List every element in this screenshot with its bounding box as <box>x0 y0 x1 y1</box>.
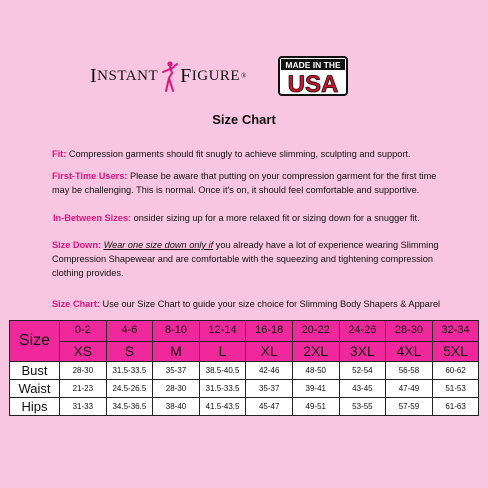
size-column-header <box>432 321 479 362</box>
size-column-header <box>292 321 339 362</box>
measurement-cell: 34.5-36.5 <box>106 398 153 416</box>
table-row <box>10 362 479 380</box>
numeric-size: 20-22 <box>293 321 339 342</box>
measurement-cell: 48-50 <box>292 362 339 380</box>
letter-size: 3XL <box>349 343 375 360</box>
first-time-label: First-Time Users: <box>52 171 128 181</box>
letter-size: XL <box>260 343 278 360</box>
measurement-cell: 28-30 <box>153 380 200 398</box>
measurement-cell: 38-40 <box>153 398 200 416</box>
letter-size: 2XL <box>303 343 329 360</box>
logo-word-igure: IGURE <box>191 67 241 84</box>
numeric-size: 4-6 <box>107 321 153 342</box>
measurement-label: Waist <box>10 380 60 398</box>
first-time-text: Please be aware that putting on your compression garment for the first time may be challenging. This is normal. Once it's on, it should feel comfortable and supportive. <box>52 171 437 195</box>
letter-size: 5XL <box>443 343 468 360</box>
measurement-cell: 60-62 <box>432 362 479 380</box>
measurement-cell: 61-63 <box>432 398 479 416</box>
numeric-size: 32-34 <box>433 321 479 342</box>
numeric-size: 24-26 <box>340 321 386 342</box>
size-column-header <box>153 321 200 362</box>
measurement-cell: 28-30 <box>60 362 107 380</box>
measurement-cell: 35-37 <box>153 362 200 380</box>
size-down-text: you already have a lot of experience wearing Slimming Compression Shapewear and are comfortable with the squeezing and tightening compression clothing provides. <box>52 240 439 278</box>
in-between-paragraph <box>53 211 453 225</box>
fit-label: Fit: <box>52 149 67 159</box>
measurement-cell: 31-33 <box>60 398 107 416</box>
page-title: Size Chart <box>212 112 276 127</box>
logo-letter-f: F <box>180 64 192 87</box>
instant-figure-logo <box>90 60 247 92</box>
measurement-cell: 24.5-26.5 <box>106 380 153 398</box>
size-down-label: Size Down: <box>52 240 102 250</box>
measurement-cell: 57-59 <box>386 398 433 416</box>
logo-bar <box>0 56 488 100</box>
measurement-cell: 49-51 <box>292 398 339 416</box>
measurement-cell: 47-49 <box>386 380 433 398</box>
size-chart-label: Size Chart: <box>52 299 100 309</box>
measurement-cell: 39-41 <box>292 380 339 398</box>
measurement-cell: 35-37 <box>246 380 293 398</box>
table-header-row <box>10 321 479 362</box>
size-column-header <box>106 321 153 362</box>
measurement-cell: 31.5-33.5 <box>199 380 246 398</box>
numeric-size: 0-2 <box>60 321 106 342</box>
letter-size: M <box>170 343 182 360</box>
made-in-usa-badge <box>278 56 348 96</box>
first-time-paragraph <box>52 169 452 197</box>
letter-size: XS <box>73 343 93 360</box>
badge-line-1: MADE IN THE <box>285 60 341 70</box>
in-between-text: onsider sizing up for a more relaxed fit or sizing down for a snugger fit. <box>131 213 420 223</box>
size-chart-paragraph <box>52 297 462 311</box>
size-chart-table <box>9 320 479 416</box>
measurement-cell: 38.5-40.5 <box>199 362 246 380</box>
letter-size: 4XL <box>396 343 422 360</box>
measurement-cell: 42-46 <box>246 362 293 380</box>
size-column-header <box>339 321 386 362</box>
measurement-cell: 43-45 <box>339 380 386 398</box>
size-column-header <box>246 321 293 362</box>
measurement-cell: 53-55 <box>339 398 386 416</box>
size-down-paragraph <box>52 238 452 280</box>
table-row <box>10 380 479 398</box>
logo-letter-i: I <box>90 64 98 87</box>
measurement-cell: 56-58 <box>386 362 433 380</box>
table-row <box>10 398 479 416</box>
measurement-label: Bust <box>10 362 60 380</box>
numeric-size: 16-18 <box>246 321 292 342</box>
size-down-emphasis: Wear one size down only if <box>103 240 214 250</box>
numeric-size: 8-10 <box>153 321 199 342</box>
size-column-header <box>60 321 107 362</box>
measurement-cell: 31.5-33.5 <box>106 362 153 380</box>
measurement-cell: 52-54 <box>339 362 386 380</box>
fit-paragraph <box>52 147 452 161</box>
letter-size: L <box>218 343 227 360</box>
size-header-cell: Size <box>10 321 60 362</box>
size-column-header <box>199 321 246 362</box>
size-chart-text: Use our Size Chart to guide your size choice for Slimming Body Shapers & Apparel <box>100 299 441 309</box>
badge-line-2: USA <box>287 71 339 96</box>
letter-size: S <box>124 343 135 360</box>
measurement-cell: 21-23 <box>60 380 107 398</box>
fit-text: Compression garments should fit snugly to achieve slimming, sculpting and support. <box>66 149 411 159</box>
measurement-cell: 45-47 <box>246 398 293 416</box>
size-column-header <box>386 321 433 362</box>
measurement-cell: 41.5-43.5 <box>199 398 246 416</box>
numeric-size: 28-30 <box>386 321 432 342</box>
logo-word-nstant: NSTANT <box>97 67 159 84</box>
in-between-label: In-Between Sizes: <box>53 213 132 223</box>
registered-mark: ® <box>241 72 247 80</box>
woman-figure-icon <box>159 60 179 92</box>
numeric-size: 12-14 <box>200 321 246 342</box>
measurement-label: Hips <box>10 398 60 416</box>
measurement-cell: 51-53 <box>432 380 479 398</box>
